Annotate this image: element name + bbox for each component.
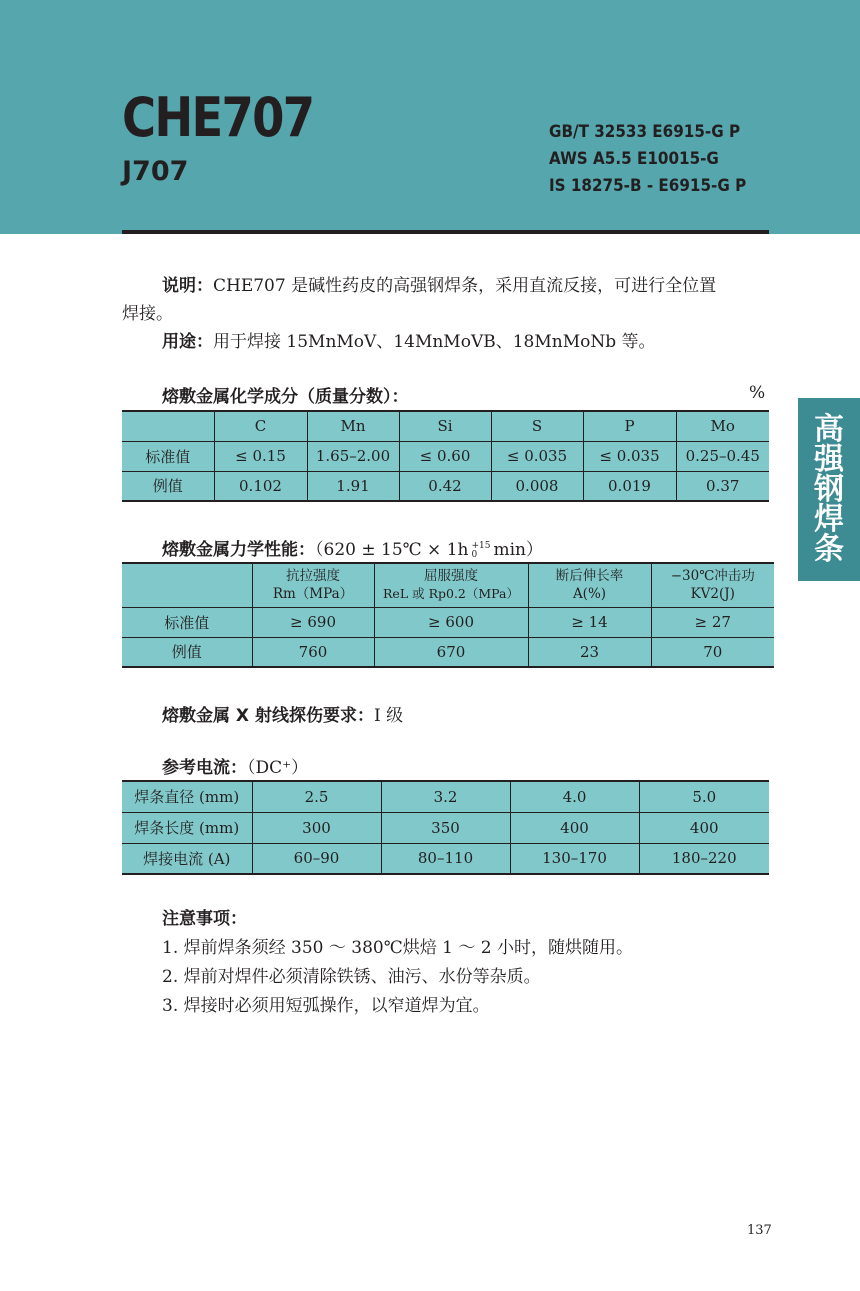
mechanical-table (122, 562, 774, 668)
side-tab-char: 钢 (814, 471, 844, 507)
alternate-model: J707 (122, 156, 189, 187)
table-header-cell: Si (399, 411, 491, 441)
heat-treatment-condition: （620 ± 15℃ × 1h +15 0 min） (315, 540, 543, 560)
table-cell: 300 (252, 812, 381, 843)
xray-requirement: 熔敷金属 X 射线探伤要求：I 级 (162, 706, 404, 726)
table-cell: 0.019 (583, 471, 676, 501)
table-cell: 350 (381, 812, 510, 843)
table-row (122, 843, 769, 874)
standard-aws: AWS A5.5 E10015-G (549, 149, 719, 168)
table-cell: 0.008 (491, 471, 583, 501)
table-cell: 2.5 (252, 781, 381, 812)
usage-label: 用途： (162, 332, 213, 352)
table-header-cell: 断后伸长率 A(%) (528, 563, 651, 607)
table-row (122, 637, 774, 667)
row-label: 焊条直径 (mm) (122, 781, 252, 812)
table-header-cell: Mo (676, 411, 769, 441)
table-cell: 70 (651, 637, 774, 667)
table-header-cell: S (491, 411, 583, 441)
table-cell: 400 (510, 812, 639, 843)
usage-line (162, 327, 656, 357)
table-row (122, 781, 769, 812)
chemical-table (122, 410, 769, 502)
note-item: 2. 焊前对焊件必须清除铁锈、油污、水份等杂质。 (162, 967, 541, 987)
table-cell: 0.102 (214, 471, 307, 501)
table-cell: ≤ 0.035 (491, 441, 583, 471)
table-cell: 4.0 (510, 781, 639, 812)
standard-gb: GB/T 32533 E6915-G P (549, 122, 741, 141)
table-row (122, 812, 769, 843)
note-item: 1. 焊前焊条须经 350 ～ 380℃烘焙 1 ～ 2 小时，随烘随用。 (162, 938, 633, 958)
table-cell: 5.0 (639, 781, 769, 812)
standards-list (549, 118, 746, 199)
side-tab-char: 强 (814, 441, 844, 477)
row-label: 标准值 (122, 441, 214, 471)
chemical-title: 熔敷金属化学成分（质量分数）： (162, 387, 409, 407)
table-cell: 130–170 (510, 843, 639, 874)
table-header-cell: 抗拉强度 Rm（MPa） (252, 563, 374, 607)
header-banner (0, 0, 860, 234)
table-cell: 180–220 (639, 843, 769, 874)
table-cell: 760 (252, 637, 374, 667)
table-cell: 60–90 (252, 843, 381, 874)
table-cell: ≥ 14 (528, 607, 651, 637)
current-title: 参考电流：（DC⁺） (162, 758, 309, 778)
table-cell: 0.42 (399, 471, 491, 501)
table-cell: 670 (374, 637, 528, 667)
table-header-cell: Mn (307, 411, 399, 441)
table-cell: 0.37 (676, 471, 769, 501)
standard-is: IS 18275-B - E6915-G P (549, 176, 747, 195)
table-cell: 0.25–0.45 (676, 441, 769, 471)
side-tab-char: 高 (814, 411, 844, 447)
row-label: 焊条长度 (mm) (122, 812, 252, 843)
description-text: CHE707 是碱性药皮的高强钢焊条，采用直流反接，可进行全位置 (213, 276, 717, 296)
table-header-cell: C (214, 411, 307, 441)
table-cell: 23 (528, 637, 651, 667)
note-item: 3. 焊接时必须用短弧操作，以窄道焊为宜。 (162, 996, 490, 1016)
table-row (122, 471, 769, 501)
row-label: 例值 (122, 637, 252, 667)
description-line2: 焊接。 (122, 304, 173, 324)
table-header-cell: −30℃冲击功 KV2(J) (651, 563, 774, 607)
current-type: （DC⁺） (247, 758, 309, 778)
usage-text: 用于焊接 15MnMoV、14MnMoVB、18MnMoNb 等。 (213, 332, 656, 352)
table-header-cell: 屈服强度 ReL 或 Rp0.2（MPa） (374, 563, 528, 607)
chemical-unit: % (749, 383, 766, 403)
table-cell: 3.2 (381, 781, 510, 812)
table-cell: ≥ 690 (252, 607, 374, 637)
table-cell: ≥ 600 (374, 607, 528, 637)
xray-grade: I 级 (373, 706, 404, 726)
table-header-cell (122, 411, 214, 441)
table-row (122, 607, 774, 637)
category-side-tab (798, 398, 860, 581)
side-tab-char: 条 (814, 531, 844, 567)
row-label: 焊接电流 (A) (122, 843, 252, 874)
table-header-row (122, 411, 769, 441)
table-cell: 1.65–2.00 (307, 441, 399, 471)
side-tab-char: 焊 (814, 501, 844, 537)
mechanical-title: 熔敷金属力学性能：（620 ± 15℃ × 1h +15 0 min） (162, 540, 543, 560)
table-cell: ≤ 0.035 (583, 441, 676, 471)
table-header-row (122, 563, 774, 607)
row-label: 标准值 (122, 607, 252, 637)
table-header-cell (122, 563, 252, 607)
table-cell: ≥ 27 (651, 607, 774, 637)
notes-title: 注意事项： (162, 909, 247, 929)
table-row (122, 441, 769, 471)
description-line1 (162, 271, 716, 301)
notes-section (162, 905, 633, 1021)
table-header-cell: P (583, 411, 676, 441)
header-divider (122, 230, 769, 234)
tolerance-stack: +15 0 (471, 540, 491, 560)
table-cell: 1.91 (307, 471, 399, 501)
table-cell: ≤ 0.60 (399, 441, 491, 471)
table-cell: ≤ 0.15 (214, 441, 307, 471)
table-cell: 400 (639, 812, 769, 843)
row-label: 例值 (122, 471, 214, 501)
description-label: 说明： (162, 276, 213, 296)
table-cell: 80–110 (381, 843, 510, 874)
page-number: 137 (747, 1223, 772, 1238)
current-table (122, 780, 769, 875)
product-model: CHE707 (122, 86, 314, 149)
